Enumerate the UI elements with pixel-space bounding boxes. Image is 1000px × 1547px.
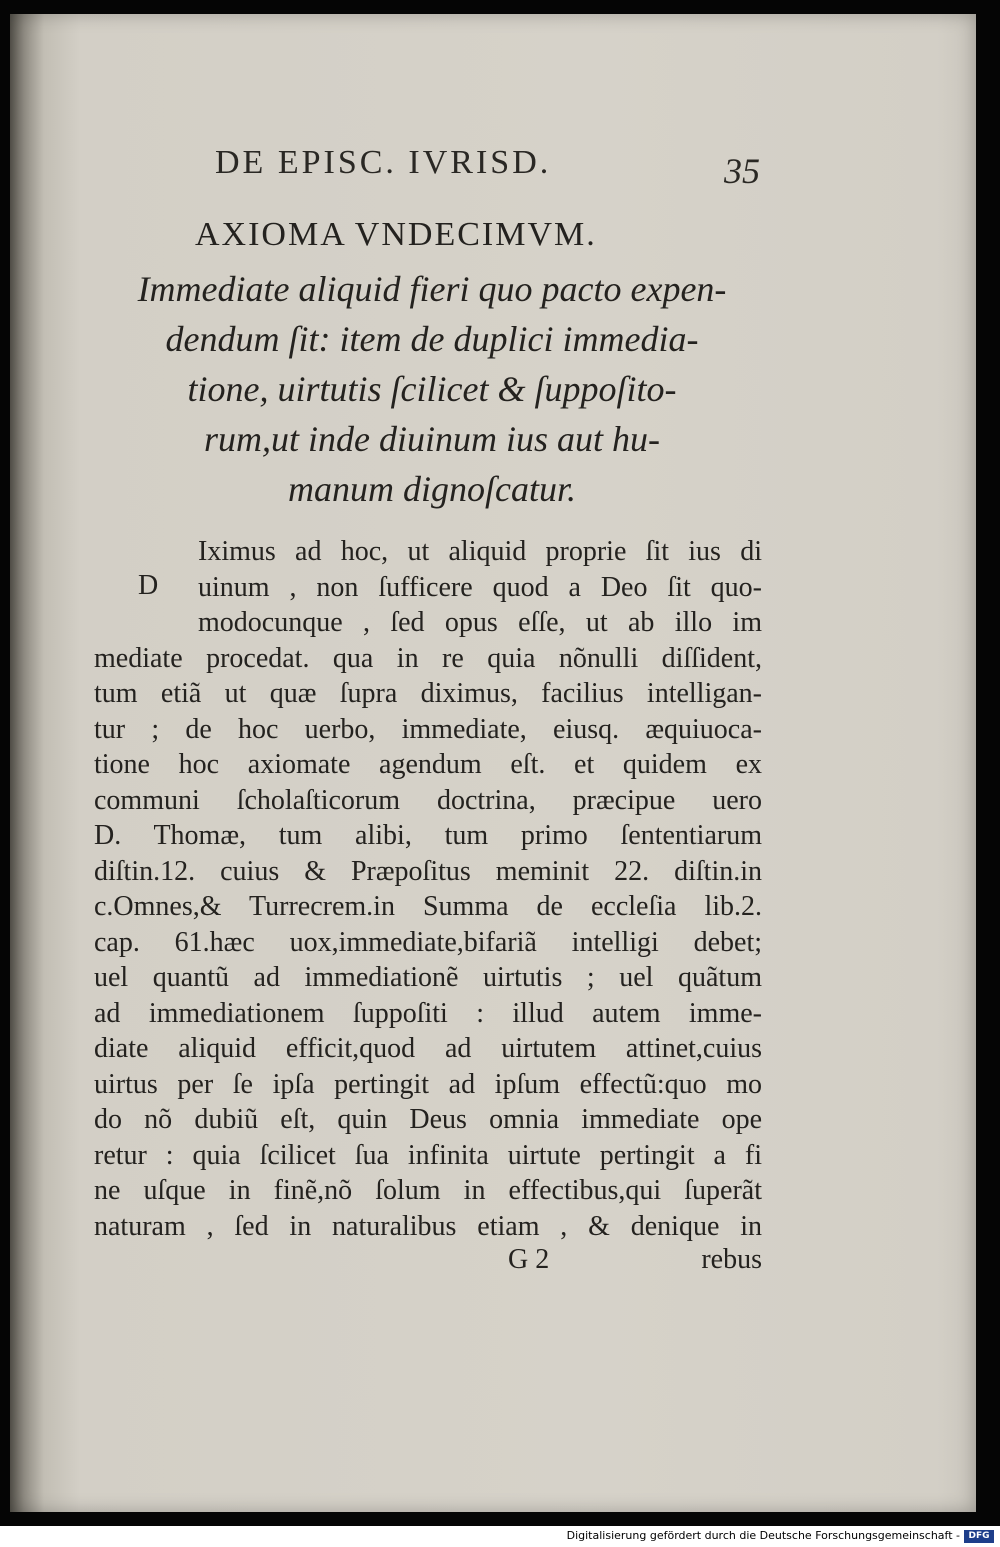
signature-mark: G 2 [508,1244,550,1275]
running-head: DE EPISC. IVRISD. [215,144,552,181]
body-line: mediate procedat. qua in re quia nõnulli diſſident, [94,642,762,674]
body-line: modocunque , ſed opus eſſe, ut ab illo im [198,607,762,638]
body-line: uel quantũ ad immediationẽ uirtutis ; uel quãtum [94,962,762,993]
body-text [94,534,762,1244]
body-line: ne uſque in finẽ,nõ ſolum in effectibus,qui ſuperãt [94,1175,762,1206]
dfg-logo: DFG [964,1530,994,1543]
body-line: D. Thomæ, tum alibi, tum primo ſententiarum [94,820,762,851]
body-line: diſtin.12. cuius & Præpoſitus meminit 22. diſtin.in [94,855,762,887]
subtitle-line: rum,ut inde diuinum ius aut hu- [204,419,660,459]
body-line: do nõ dubiũ eſt, quin Deus omnia immediate ope [94,1104,762,1135]
body-line: uirtus per ſe ipſa pertingit ad ipſum effectũ:quo mo [94,1068,762,1100]
body-line: tur ; de hoc uerbo, immediate, eiusq. æquiuoca- [94,713,762,745]
subtitle-line: Immediate aliquid fieri quo pacto expen- [137,269,727,309]
body-line: tione hoc axiomate agendum eſt. et quidem ex [94,749,762,780]
axiom-title: AXIOMA VNDECIMVM. [195,216,597,253]
body-line: naturam , ſed in naturalibus etiam , & denique in [94,1210,762,1242]
body-line: retur : quia ſcilicet ſua infinita uirtute pertingit a fi [94,1139,762,1171]
body-line: diate aliquid efficit,quod ad uirtutem attinet,cuius [94,1033,762,1064]
body-line: c.Omnes,& Turrecrem.in Summa de eccleſia lib.2. [94,891,762,922]
funding-credit: Digitalisierung gefördert durch die Deutsche Forschungsgemeinschaft - [566,1529,960,1542]
body-line: uinum , non ſufficere quod a Deo ſit quo- [198,571,762,603]
drop-cap: D [138,570,159,601]
credit-bar [0,1526,1000,1547]
axiom-subtitle [92,264,772,514]
subtitle-line: manum dignoſcatur. [288,469,576,509]
page-number: 35 [724,151,760,191]
catchword: rebus [701,1244,762,1275]
body-line: ad immediationem ſuppoſiti : illud autem imme- [94,997,762,1029]
body-line: communi ſcholaſticorum doctrina, præcipue uero [94,784,762,816]
book-page [10,14,976,1512]
body-line: tum etiã ut quæ ſupra diximus, facilius intelligan- [94,678,762,709]
body-line: cap. 61.hæc uox,immediate,bifariã intelligi debet; [94,926,762,958]
body-line: Iximus ad hoc, ut aliquid proprie ſit ius di [198,536,762,567]
subtitle-line: dendum ſit: item de duplici immedia- [165,319,699,359]
subtitle-line: tione, uirtutis ſcilicet & ſuppoſito- [187,369,677,409]
